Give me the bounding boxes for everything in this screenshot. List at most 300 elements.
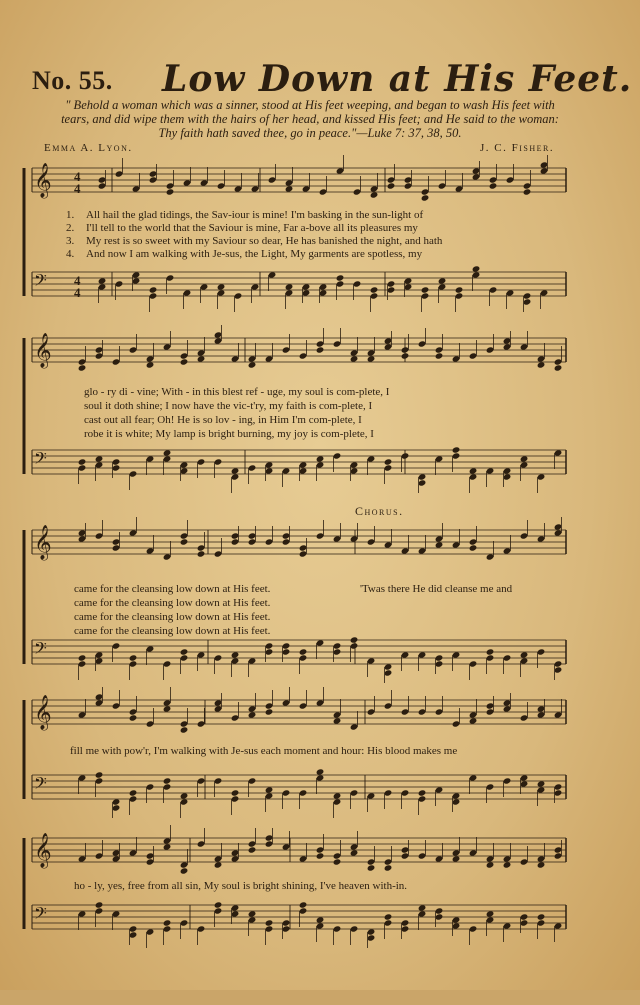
- note-head: [401, 346, 410, 353]
- note-head: [98, 176, 107, 183]
- note-head: [370, 292, 379, 299]
- note-head: [129, 789, 138, 796]
- note-head: [231, 473, 240, 480]
- note-head: [197, 720, 206, 727]
- note-head: [435, 907, 444, 914]
- note-head: [367, 538, 376, 545]
- note-head: [163, 919, 172, 926]
- note-head: [418, 651, 427, 658]
- chorus-lyric: came for the cleansing low down at His feet.: [74, 583, 271, 595]
- verse-lyric: robe it is white; My lamp is bright burning, my joy is com-plete, I: [84, 428, 374, 440]
- note-head: [384, 669, 393, 676]
- note-head: [217, 182, 226, 189]
- hymn-number: No. 55.: [32, 66, 113, 95]
- note-head: [418, 479, 427, 486]
- note-head: [367, 928, 376, 935]
- note-head: [540, 167, 549, 174]
- note-head: [214, 705, 223, 712]
- note-head: [503, 467, 512, 474]
- note-head: [469, 925, 478, 932]
- note-head: [316, 774, 325, 781]
- note-head: [489, 286, 498, 293]
- note-head: [268, 271, 277, 278]
- note-head: [95, 901, 104, 908]
- scripture-epigraph: " Behold a woman which was a sinner, stood at His feet weeping, and began to wash His feet with tears, and did wipe them with the hairs of her head, and kissed His feet; and He said to the woman: Thy faith hath saved thee, go in peace."—Luke 7: 37, 38, 50.: [61, 98, 559, 140]
- note-head: [401, 789, 410, 796]
- note-head: [418, 708, 427, 715]
- note-head: [163, 660, 172, 667]
- verse-number: 3.: [66, 235, 75, 247]
- note-head: [455, 292, 464, 299]
- note-head: [197, 777, 206, 784]
- note-head: [112, 702, 121, 709]
- note-head: [489, 176, 498, 183]
- note-head: [486, 553, 495, 560]
- note-head: [418, 910, 427, 917]
- note-head: [299, 789, 308, 796]
- note-head: [452, 541, 461, 548]
- note-head: [163, 925, 172, 932]
- note-head: [200, 283, 209, 290]
- note-head: [265, 642, 274, 649]
- note-head: [265, 925, 274, 932]
- note-head: [503, 705, 512, 712]
- note-head: [333, 535, 342, 542]
- note-head: [316, 455, 325, 462]
- note-head: [265, 840, 274, 847]
- note-head: [78, 660, 87, 667]
- note-head: [214, 699, 223, 706]
- note-head: [472, 167, 481, 174]
- note-head: [520, 919, 529, 926]
- note-head: [265, 467, 274, 474]
- note-head: [367, 864, 376, 871]
- note-head: [234, 185, 243, 192]
- note-head: [248, 711, 257, 718]
- note-head: [217, 289, 226, 296]
- note-head: [163, 843, 172, 850]
- note-head: [537, 473, 546, 480]
- note-head: [95, 651, 104, 658]
- note-head: [469, 467, 478, 474]
- note-head: [112, 798, 121, 805]
- note-head: [435, 346, 444, 353]
- note-head: [248, 464, 257, 471]
- note-head: [489, 182, 498, 189]
- note-head: [523, 182, 532, 189]
- note-head: [384, 464, 393, 471]
- note-head: [520, 651, 529, 658]
- note-head: [333, 452, 342, 459]
- note-head: [523, 292, 532, 299]
- note-head: [234, 292, 243, 299]
- note-head: [112, 855, 121, 862]
- time-signature-top: 4: [74, 273, 81, 288]
- note-head: [180, 352, 189, 359]
- note-head: [469, 774, 478, 781]
- note-head: [503, 654, 512, 661]
- note-head: [285, 283, 294, 290]
- note-head: [452, 452, 461, 459]
- note-head: [554, 660, 563, 667]
- note-head: [95, 532, 104, 539]
- note-head: [554, 666, 563, 673]
- note-head: [350, 636, 359, 643]
- note-head: [486, 783, 495, 790]
- note-head: [163, 455, 172, 462]
- note-head: [129, 795, 138, 802]
- note-head: [554, 922, 563, 929]
- note-head: [282, 642, 291, 649]
- note-head: [180, 726, 189, 733]
- note-head: [98, 277, 107, 284]
- note-head: [180, 648, 189, 655]
- note-head: [418, 904, 427, 911]
- note-head: [537, 711, 546, 718]
- note-head: [452, 446, 461, 453]
- note-head: [367, 858, 376, 865]
- note-head: [537, 855, 546, 862]
- note-head: [95, 455, 104, 462]
- note-head: [401, 919, 410, 926]
- treble-clef: 𝄞: [34, 525, 52, 560]
- note-head: [401, 651, 410, 658]
- note-head: [316, 922, 325, 929]
- note-head: [248, 846, 257, 853]
- note-head: [112, 538, 121, 545]
- note-head: [486, 861, 495, 868]
- note-head: [231, 849, 240, 856]
- note-head: [333, 648, 342, 655]
- note-head: [248, 538, 257, 545]
- note-head: [350, 843, 359, 850]
- note-head: [537, 786, 546, 793]
- note-head: [248, 916, 257, 923]
- note-head: [384, 337, 393, 344]
- note-head: [78, 774, 87, 781]
- note-head: [350, 535, 359, 542]
- note-head: [469, 717, 478, 724]
- note-head: [350, 349, 359, 356]
- note-head: [129, 714, 138, 721]
- time-signature-top: 4: [74, 169, 81, 184]
- note-head: [197, 550, 206, 557]
- note-head: [401, 708, 410, 715]
- time-signature-bottom: 4: [74, 285, 81, 300]
- note-head: [554, 789, 563, 796]
- note-head: [438, 283, 447, 290]
- note-head: [132, 185, 141, 192]
- note-head: [302, 283, 311, 290]
- note-head: [214, 861, 223, 868]
- note-head: [333, 925, 342, 932]
- note-head: [520, 657, 529, 664]
- note-head: [248, 361, 257, 368]
- note-head: [316, 699, 325, 706]
- note-head: [95, 657, 104, 664]
- note-head: [486, 702, 495, 709]
- note-head: [554, 364, 563, 371]
- note-head: [166, 188, 175, 195]
- note-head: [163, 449, 172, 456]
- note-head: [112, 804, 121, 811]
- verse-lyric: My rest is so sweet with my Saviour so dear, He has banished the night, and hath: [86, 235, 443, 247]
- note-head: [435, 535, 444, 542]
- note-head: [285, 185, 294, 192]
- note-head: [180, 861, 189, 868]
- note-head: [214, 331, 223, 338]
- note-head: [163, 783, 172, 790]
- note-head: [486, 467, 495, 474]
- note-head: [384, 864, 393, 871]
- note-head: [231, 855, 240, 862]
- note-head: [469, 849, 478, 856]
- note-head: [452, 855, 461, 862]
- note-head: [231, 532, 240, 539]
- note-head: [129, 346, 138, 353]
- note-head: [384, 858, 393, 865]
- note-head: [282, 699, 291, 706]
- note-head: [336, 167, 345, 174]
- note-head: [401, 925, 410, 932]
- note-head: [316, 916, 325, 923]
- bass-clef: 𝄢: [34, 270, 47, 294]
- note-head: [367, 355, 376, 362]
- note-head: [248, 777, 257, 784]
- note-head: [520, 714, 529, 721]
- note-head: [537, 780, 546, 787]
- note-head: [112, 458, 121, 465]
- note-head: [282, 467, 291, 474]
- note-head: [197, 925, 206, 932]
- note-head: [384, 702, 393, 709]
- note-head: [78, 711, 87, 718]
- note-head: [112, 849, 121, 856]
- note-head: [166, 182, 175, 189]
- note-head: [78, 364, 87, 371]
- page-bottom-edge: [0, 990, 640, 1005]
- note-head: [520, 461, 529, 468]
- note-head: [78, 358, 87, 365]
- note-head: [214, 458, 223, 465]
- note-head: [384, 541, 393, 548]
- note-head: [282, 789, 291, 796]
- note-head: [282, 843, 291, 850]
- note-head: [112, 464, 121, 471]
- note-head: [350, 467, 359, 474]
- note-head: [554, 711, 563, 718]
- note-head: [486, 855, 495, 862]
- note-head: [370, 191, 379, 198]
- verse-number: 2.: [66, 222, 75, 234]
- note-head: [401, 547, 410, 554]
- note-head: [95, 852, 104, 859]
- note-head: [438, 182, 447, 189]
- note-head: [129, 925, 138, 932]
- note-head: [299, 855, 308, 862]
- note-head: [401, 852, 410, 859]
- note-head: [302, 185, 311, 192]
- note-head: [316, 461, 325, 468]
- note-head: [146, 858, 155, 865]
- note-head: [387, 286, 396, 293]
- note-head: [299, 550, 308, 557]
- note-head: [537, 913, 546, 920]
- note-head: [370, 286, 379, 293]
- note-head: [503, 861, 512, 868]
- note-head: [435, 654, 444, 661]
- note-head: [401, 452, 410, 459]
- note-head: [78, 855, 87, 862]
- verse-number: 1.: [66, 209, 75, 221]
- note-head: [166, 274, 175, 281]
- note-head: [231, 355, 240, 362]
- note-head: [367, 455, 376, 462]
- note-head: [149, 176, 158, 183]
- note-head: [469, 711, 478, 718]
- note-head: [285, 289, 294, 296]
- verse-number: 4.: [66, 248, 75, 260]
- note-head: [554, 449, 563, 456]
- note-head: [149, 292, 158, 299]
- note-head: [316, 852, 325, 859]
- note-head: [265, 461, 274, 468]
- chorus-label: Chorus.: [355, 504, 404, 518]
- note-head: [316, 768, 325, 775]
- note-head: [265, 919, 274, 926]
- note-head: [350, 789, 359, 796]
- note-head: [554, 529, 563, 536]
- chorus-lyric: came for the cleansing low down at His feet.: [74, 611, 271, 623]
- note-head: [78, 654, 87, 661]
- note-head: [112, 642, 121, 649]
- note-head: [299, 461, 308, 468]
- note-head: [336, 274, 345, 281]
- note-head: [404, 277, 413, 284]
- note-head: [146, 720, 155, 727]
- note-head: [231, 910, 240, 917]
- note-head: [486, 916, 495, 923]
- note-head: [506, 289, 515, 296]
- note-head: [435, 708, 444, 715]
- note-head: [282, 919, 291, 926]
- note-head: [231, 467, 240, 474]
- note-head: [452, 916, 461, 923]
- verse-lyric: I'll tell to the world that the Saviour is mine, Far a-bove all its pleasures my: [86, 222, 418, 234]
- note-head: [421, 188, 430, 195]
- note-head: [452, 922, 461, 929]
- note-head: [299, 907, 308, 914]
- note-head: [401, 352, 410, 359]
- note-head: [265, 786, 274, 793]
- note-head: [319, 283, 328, 290]
- note-head: [316, 346, 325, 353]
- note-head: [503, 922, 512, 929]
- note-head: [95, 771, 104, 778]
- note-head: [146, 852, 155, 859]
- note-head: [353, 280, 362, 287]
- note-head: [353, 188, 362, 195]
- note-head: [197, 349, 206, 356]
- note-head: [537, 355, 546, 362]
- note-head: [231, 789, 240, 796]
- note-head: [200, 179, 209, 186]
- note-head: [282, 925, 291, 932]
- note-head: [452, 798, 461, 805]
- note-head: [384, 913, 393, 920]
- note-head: [452, 720, 461, 727]
- chorus-lyric: fill me with pow'r, I'm walking with Je-sus each moment and hour: His blood makes me: [70, 745, 458, 757]
- note-head: [469, 538, 478, 545]
- note-head: [146, 547, 155, 554]
- note-head: [472, 271, 481, 278]
- note-head: [163, 699, 172, 706]
- note-head: [455, 286, 464, 293]
- note-head: [268, 176, 277, 183]
- note-head: [112, 544, 121, 551]
- note-head: [163, 553, 172, 560]
- note-head: [554, 852, 563, 859]
- note-head: [129, 931, 138, 938]
- note-head: [214, 550, 223, 557]
- note-head: [333, 711, 342, 718]
- note-head: [452, 849, 461, 856]
- note-head: [197, 651, 206, 658]
- note-head: [435, 786, 444, 793]
- note-head: [421, 194, 430, 201]
- note-head: [387, 182, 396, 189]
- note-head: [336, 280, 345, 287]
- note-head: [333, 792, 342, 799]
- note-head: [282, 538, 291, 545]
- note-head: [95, 777, 104, 784]
- note-head: [503, 337, 512, 344]
- note-head: [163, 837, 172, 844]
- note-head: [316, 639, 325, 646]
- note-head: [418, 340, 427, 347]
- note-head: [129, 849, 138, 856]
- note-head: [503, 343, 512, 350]
- note-head: [149, 286, 158, 293]
- note-head: [132, 271, 141, 278]
- note-head: [520, 455, 529, 462]
- note-head: [251, 283, 260, 290]
- note-head: [180, 532, 189, 539]
- note-head: [333, 340, 342, 347]
- note-head: [129, 660, 138, 667]
- note-head: [435, 913, 444, 920]
- note-head: [214, 337, 223, 344]
- note-head: [98, 283, 107, 290]
- note-head: [146, 355, 155, 362]
- note-head: [217, 283, 226, 290]
- note-head: [248, 910, 257, 917]
- note-head: [421, 286, 430, 293]
- bass-clef: 𝄢: [34, 448, 47, 472]
- note-head: [78, 910, 87, 917]
- note-head: [523, 188, 532, 195]
- note-head: [146, 928, 155, 935]
- note-head: [299, 654, 308, 661]
- note-head: [282, 532, 291, 539]
- note-head: [265, 834, 274, 841]
- note-head: [163, 343, 172, 350]
- note-head: [146, 455, 155, 462]
- note-head: [486, 346, 495, 353]
- verse-lyric: soul it doth shine; I now have the vic-t'ry, my faith is com-plete, I: [84, 400, 373, 412]
- note-head: [95, 346, 104, 353]
- note-head: [503, 547, 512, 554]
